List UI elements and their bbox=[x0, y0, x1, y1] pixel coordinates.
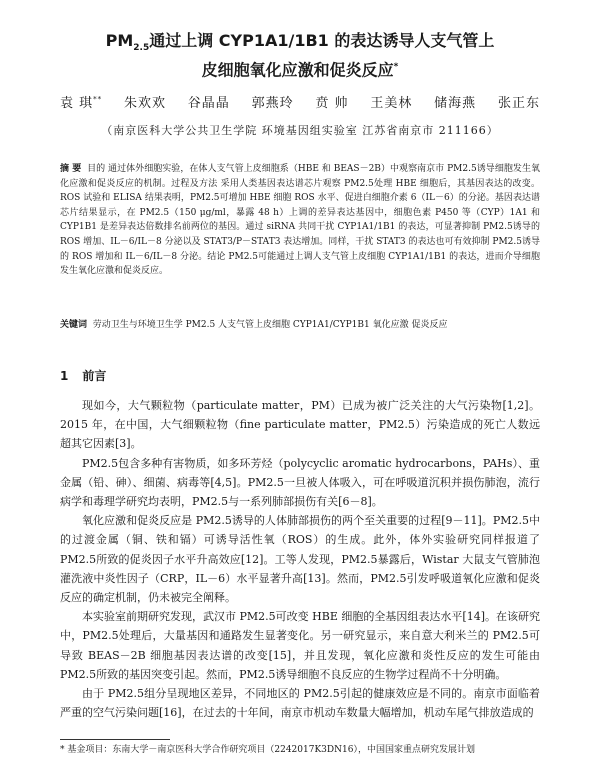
title-pm: PM bbox=[105, 31, 134, 50]
author: 储海燕 bbox=[434, 96, 477, 111]
abstract-text: 目的 通过体外细胞实验，在体人支气管上皮细胞系（HBE 和 BEAS－2B）中观察南京市 PM2.5诱导细胞发生氧化应激和促炎反应的机制。过程及方法 采用人类基因表达谱芯片观察 PM2.5处理 HBE 细胞后，其基因表达的改变。ROS 试验和 ELISA 结果表明，PM2.5可增加 HBE 细胞 ROS 水平、促进白细胞介素 6（IL－6）的分泌。基因表达谱芯片结果显示，在 PM2.5（150 μg/ml，暴露 48 h）上调的差异表达基因中，细胞色素 P450 等（CYP）1A1 和 CYP1B1 是差异表达倍数排名前两位的基因。通过 siRNA 共同干扰 CYP1A1/1B1 的表达，可显著抑制 PM2.5诱导的 ROS 增加、IL－6/IL－8 分泌以及 STAT3/P－STAT3 表达增加。同样，干扰 STAT3 的表达也可有效抑制 PM2.5诱导的 ROS 增加和 IL－6/IL－8 分泌。结论 PM2.5可能通过上调人支气管上皮细胞 CYP1A1/1B1 的表达，进而介导细胞发生氧化应激和促炎反应。 bbox=[60, 164, 540, 277]
abstract-label: 摘 要 bbox=[60, 164, 82, 174]
body-text bbox=[60, 396, 540, 722]
author: 袁 琪** bbox=[60, 95, 103, 111]
title-line2-text: 皮细胞氧化应激和促炎反应 bbox=[201, 60, 394, 80]
footnote: * 基金项目：东南大学－南京医科大学合作研究项目（2242017K3DN16），中国国家重点研究发展计划 bbox=[60, 745, 475, 755]
title-line1: 通过上调 CYP1A1/1B1 的表达诱导人支气管上 bbox=[149, 31, 495, 50]
author: 贲 帅 bbox=[315, 96, 349, 111]
paragraph: 氧化应激和促炎反应是 PM2.5诱导的人体肺部损伤的两个至关重要的过程[9－11]。PM2.5中的过渡金属（铜、铁和镉）可诱导活性氧（ROS）的生成。此外，体外实验研究同样报道了 PM2.5所致的促炎因子水平升高效应[12]。工等人发现，PM2.5暴露后，Wistar 大鼠支气管肺泡灌洗液中炎性因子（CRP，IL－6）水平显著升高[13]。然而，PM2.5引发呼吸道氧化应激和促炎反应的确定机制，仍未被完全阐释。 bbox=[60, 514, 540, 605]
abstract bbox=[60, 162, 540, 279]
author-list bbox=[60, 92, 540, 111]
keywords-text: 劳动卫生与环境卫生学 PM2.5 人支气管上皮细胞 CYP1A1/CYP1B1 氧化应激 促炎反应 bbox=[92, 320, 448, 330]
keywords bbox=[60, 318, 540, 332]
keywords-label: 关键词 bbox=[60, 320, 88, 330]
author: 朱欢欢 bbox=[123, 96, 166, 111]
author: 张正东 bbox=[497, 96, 540, 111]
paragraph: PM2.5包含多种有害物质，如多环芳烃（polycyclic aromatic hydrocarbons，PAHs）、重金属（铅、砷）、细菌、病毒等[4,5]。PM2.5一旦被人体吸入，可在呼吸道沉积并损伤肺泡，流行病学和毒理学研究均表明，PM2.5与一系列肺部损伤有关[6－8]。 bbox=[60, 456, 540, 509]
affiliation: （南京医科大学公共卫生学院 环境基因组实验室 江苏省南京市 211166） bbox=[101, 124, 499, 137]
paragraph: 现如今，大气颗粒物（particulate matter，PM）已成为被广泛关注的大气污染物[1,2]。2015 年，在中国，大气细颗粒物（fine particulate matter，PM2.5）污染造成的死亡人数远超其它因素[3]。 bbox=[60, 399, 540, 451]
section-title: 前言 bbox=[82, 369, 107, 383]
section-number: 1 bbox=[60, 369, 69, 383]
paragraph: 由于 PM2.5组分呈现地区差异，不同地区的 PM2.5引起的健康效应是不同的。南京市面临着严重的空气污染问题[16]，在过去的十年间，南京市机动车数量大幅增加，机动车尾气排放造成的 bbox=[60, 687, 540, 720]
paper-title bbox=[40, 30, 560, 59]
title-pm-subscript: 2.5 bbox=[133, 43, 150, 54]
section-heading bbox=[60, 367, 120, 384]
paragraph: 本实验室前期研究发现，武汉市 PM2.5可改变 HBE 细胞的全基因组表达水平[14]。在该研究中，PM2.5处理后，大量基因和通路发生显著变化。另一研究显示，来自意大利米兰的 PM2.5可导致 BEAS－2B 细胞基因表达谱的改变[15]，并且发现，氧化应激和炎性反应的发生可能由 PM2.5所致的基因突变引起。然而，PM2.5诱导细胞不良反应的生物学过程尚不十分明确。 bbox=[60, 610, 540, 681]
title-footnote-mark: * bbox=[393, 62, 399, 72]
paper-title-line2 bbox=[40, 56, 560, 81]
author: 谷晶晶 bbox=[187, 96, 230, 111]
author: 王美林 bbox=[370, 96, 413, 111]
author: 郭燕玲 bbox=[251, 96, 294, 111]
footnote-divider bbox=[60, 739, 170, 740]
